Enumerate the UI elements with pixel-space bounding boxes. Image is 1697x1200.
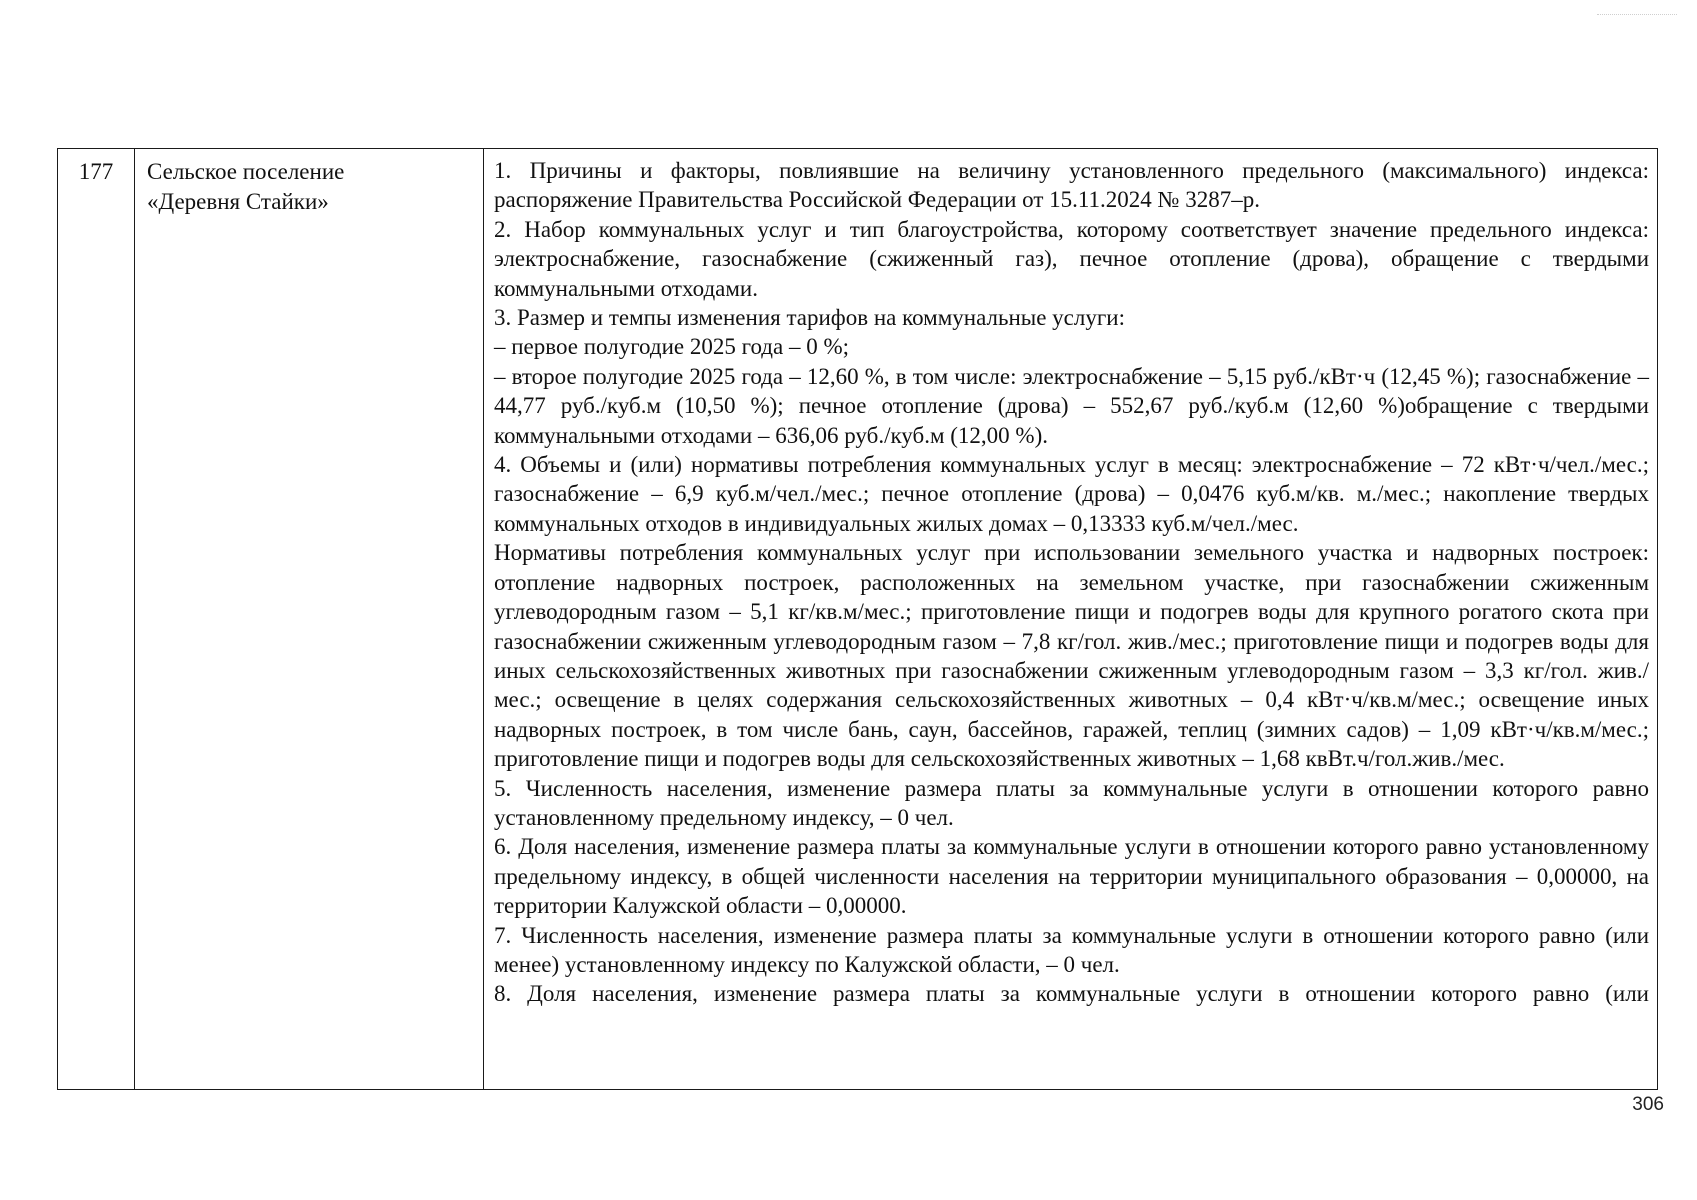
paragraph-3-second-half: – второе полугодие 2025 года – 12,60 %, в том числе: электроснабжение – 5,15 руб./кВт·ч (12,45 %); газоснабжение – 44,77 руб./куб.м (10,50 %); печное отопление (дрова) – 552,67 руб./куб.м (12,60 %)обращение с твердыми коммунальными отходами – 636,06 руб./куб.м (12,00 %). bbox=[494, 363, 1649, 448]
paragraph-4-land-norms: Нормативы потребления коммунальных услуг при использовании земельного участка и надворных построек: отопление надворных построек, расположенных на земельном участке, при газоснабжении сжиженным углеводородным газом – 5,1 кг/кв.м/мес.; приготовление пищи и подогрев воды для крупного рогатого скота при газоснабжении сжиженным углеводородным газом – 7,8 кг/гол. жив./мес.; приготовление пищи и подогрев воды для иных сельскохозяйственных животных при газоснабжении сжиженным углеводородным газом – 3,3 кг/гол. жив./мес.; освещение в целях содержания сельскохозяйственных животных – 0,4 кВт·ч/кв.м/мес.; освещение иных надворных построек, в том числе бань, саун, бассейнов, гаражей, теплиц (зимних садов) – 1,09 кВт·ч/кв.м/мес.; приготовление пищи и подогрев воды для сельскохозяйственных животных – 1,68 квВт.ч/гол.жив./мес. bbox=[494, 540, 1649, 772]
paragraph-6-population-share: 6. Доля населения, изменение размера платы за коммунальные услуги в отношении которого равно установленному предельному индексу, в общей численности населения на территории муниципального образования – 0,00000, на территории Калужской области – 0,00000. bbox=[494, 834, 1649, 919]
description-cell bbox=[484, 149, 1658, 1090]
paragraph-3-tariffs: 3. Размер и темпы изменения тарифов на коммунальные услуги: bbox=[494, 305, 1125, 331]
page-number: 306 bbox=[1632, 1094, 1664, 1115]
paragraph-8-population-share-kaluga: 8. Доля населения, изменение размера платы за коммунальные услуги в отношении которого равно (или bbox=[494, 981, 1649, 1007]
municipality-name-line-2: «Деревня Стайки» bbox=[147, 189, 329, 214]
paragraph-1-reasons: 1. Причины и факторы, повлиявшие на величину установленного предельного (максимального) индекса: распоряжение Правительства Российской Федерации от 15.11.2024 № 3287–р. bbox=[494, 158, 1649, 213]
row-number: 177 bbox=[78, 159, 114, 184]
municipality-name-cell bbox=[135, 149, 484, 1090]
paragraph-3-first-half: – первое полугодие 2025 года – 0 %; bbox=[494, 334, 850, 360]
municipality-table bbox=[57, 148, 1658, 1090]
paragraph-5-population: 5. Численность населения, изменение размера платы за коммунальные услуги в отношении которого равно установленному предельному индексу, – 0 чел. bbox=[494, 775, 1649, 830]
municipality-name-line-1: Сельское поселение bbox=[147, 159, 345, 184]
scan-artifact bbox=[1597, 14, 1677, 17]
table-row bbox=[58, 149, 1658, 1090]
row-number-cell bbox=[58, 149, 135, 1090]
paragraph-7-population-kaluga: 7. Численность населения, изменение размера платы за коммунальные услуги в отношении которого равно (или менее) установленному индексу по Калужской области, – 0 чел. bbox=[494, 922, 1649, 977]
paragraph-4-volumes: 4. Объемы и (или) нормативы потребления коммунальных услуг в месяц: электроснабжение – 72 кВт·ч/чел./мес.; газоснабжение – 6,9 куб.м/чел./мес.; печное отопление (дрова) – 0,0476 куб.м/кв. м./мес.; накопление твердых коммунальных отходов в индивидуальных жилых домах – 0,13333 куб.м/чел./мес. bbox=[494, 452, 1649, 536]
paragraph-2-services-set: 2. Набор коммунальных услуг и тип благоустройства, которому соответствует значение предельного индекса: электроснабжение, газоснабжение (сжиженный газ), печное отопление (дрова), обращение с твердыми коммунальными отходами. bbox=[494, 216, 1649, 301]
